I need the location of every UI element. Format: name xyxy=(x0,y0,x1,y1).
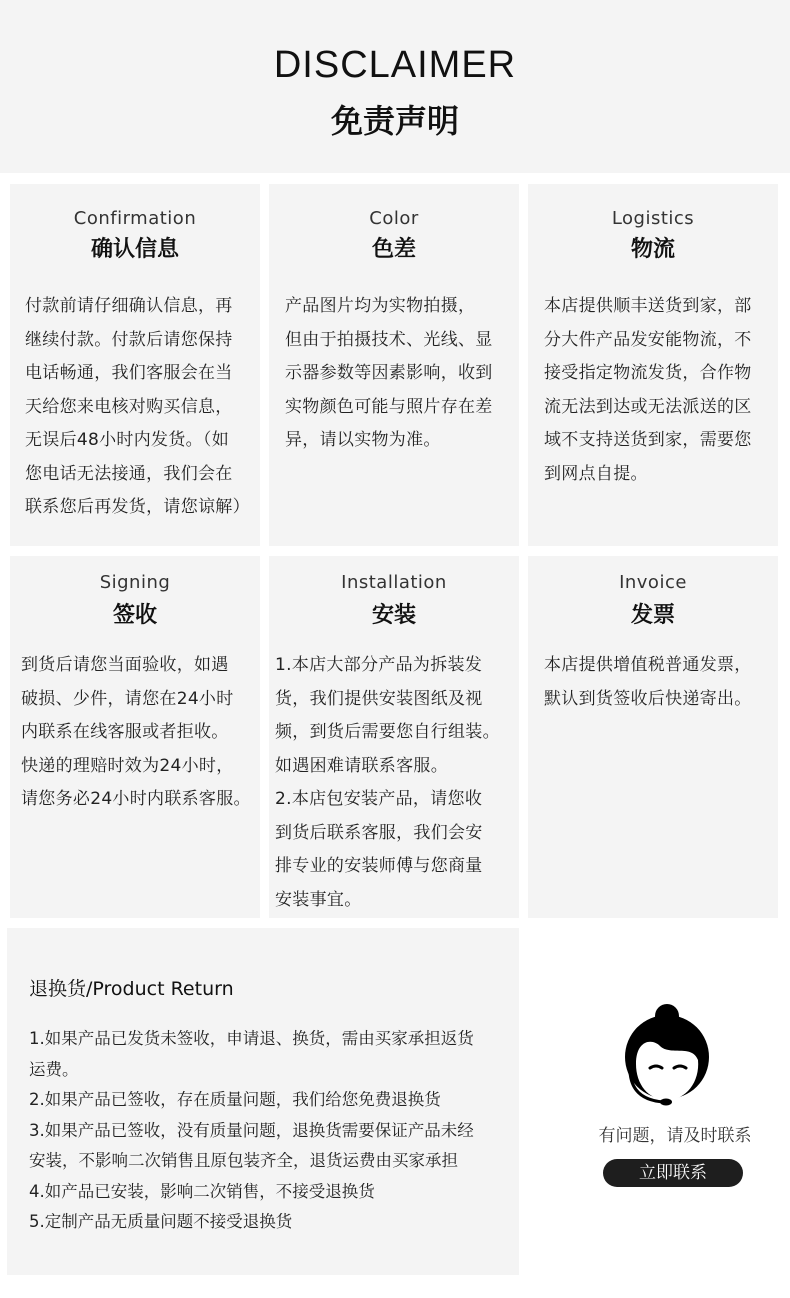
return-policy-line: 1.如果产品已发货未签收，申请退、换货，需由买家承担返货 xyxy=(29,1029,474,1048)
card-body: 本店提供增值税普通发票， 默认到货签收后快递寄出。 xyxy=(544,655,752,709)
return-policy-line: 4.如产品已安装，影响二次销售，不接受退换货 xyxy=(29,1181,375,1201)
card-heading-en: Invoice xyxy=(619,572,687,593)
card-heading-en: Confirmation xyxy=(73,208,197,229)
disclaimer-title-en: DISCLAIMER xyxy=(273,44,517,86)
card-heading-en: Signing xyxy=(99,572,171,593)
card-signing xyxy=(10,556,260,918)
card-body: 1.本店大部分产品为拆装发 货，我们提供安装图纸及视 频，到货后需要您自行组装。 如遇困难请联系客服。 2.本店包安装产品，请您收 到货后联系客服，我们会安 排专业的安装师傅与您商量 安装事宜。 xyxy=(275,655,500,910)
return-policy-line: 3.如果产品已签收，没有质量问题，退换货需要保证产品未经 xyxy=(29,1120,474,1140)
card-heading-en: Logistics xyxy=(611,208,695,229)
return-policy-lines xyxy=(29,1024,513,1238)
card-body: 付款前请仔细确认信息，再 继续付款。付款后请您保持 电话畅通，我们客服会在当 天给您来电核对购买信息， 无误后48小时内发货。（如 您电话无法接通，我们会在 联系您后再发货，请您谅解） xyxy=(25,296,250,517)
customer-service-agent-icon xyxy=(612,1002,722,1112)
card-logistics xyxy=(528,184,778,546)
return-policy-box xyxy=(7,928,519,1275)
card-confirmation xyxy=(10,184,260,546)
return-policy-line: 安装，不影响二次销售且原包装齐全，退货运费由买家承担 xyxy=(29,1151,458,1170)
card-heading-cn: 色差 xyxy=(371,237,416,262)
card-installation xyxy=(269,556,519,918)
card-color xyxy=(269,184,519,546)
card-heading-cn: 安装 xyxy=(371,603,416,628)
card-heading-cn: 签收 xyxy=(112,603,157,628)
card-body: 到货后请您当面验收，如遇 破损、少件，请您在24小时 内联系在线客服或者拒收。 快递的理赔时效为24小时， 请您务必24小时内联系客服。 xyxy=(21,655,251,809)
return-policy-line: 5.定制产品无质量问题不接受退换货 xyxy=(29,1212,293,1231)
card-body: 本店提供顺丰送货到家，部 分大件产品发安能物流，不 接受指定物流发货，合作物 流无法到达或无法派送的区 域不支持送货到家，需要您 到网点自提。 xyxy=(544,296,752,484)
card-heading-en: Installation xyxy=(341,572,447,593)
card-heading-en: Color xyxy=(369,208,419,229)
disclaimer-header xyxy=(0,0,790,173)
return-policy-line: 运费。 xyxy=(29,1059,79,1079)
card-invoice xyxy=(528,556,778,918)
return-policy-line: 2.如果产品已签收，存在质量问题，我们给您免费退换货 xyxy=(29,1090,441,1109)
contact-prompt: 有问题，请及时联系 xyxy=(598,1126,752,1146)
contact-now-button[interactable]: 立即联系 xyxy=(603,1159,743,1187)
card-heading-cn: 物流 xyxy=(630,237,675,262)
disclaimer-title-cn: 免责声明 xyxy=(330,102,459,140)
return-policy-title: 退换货/Product Return xyxy=(29,978,234,1000)
card-heading-cn: 发票 xyxy=(630,603,675,628)
card-heading-cn: 确认信息 xyxy=(90,237,179,262)
card-body: 产品图片均为实物拍摄， 但由于拍摄技术、光线、显 示器参数等因素影响，收到 实物颜色可能与照片存在差 异，请以实物为准。 xyxy=(285,296,493,450)
